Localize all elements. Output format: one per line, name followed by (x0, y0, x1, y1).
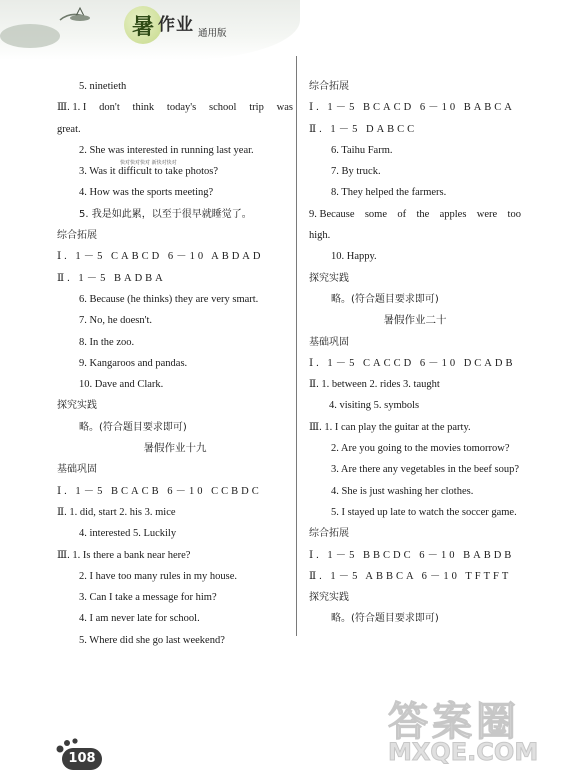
lotus-leaf-icon (0, 6, 120, 56)
watermark (388, 690, 558, 770)
section-heading: 探究实践 (57, 400, 97, 412)
answer-line: Ⅲ. 1. I can play the guitar at the party. (309, 421, 471, 433)
answer-line (57, 97, 293, 118)
answer-line: 2. Are you going to the movies tomorrow? (331, 443, 510, 455)
answer-line: 4. She is just washing her clothes. (331, 485, 474, 497)
section-heading: 综合拓展 (309, 528, 349, 540)
answer-line: 略。(符合题目要求即可) (331, 613, 439, 625)
section-heading: 探究实践 (309, 592, 349, 604)
answer-word: 9. Because (309, 208, 355, 220)
answer-word: trip (249, 102, 264, 114)
answer-line: 10. Dave and Clark. (79, 379, 164, 391)
answer-word: don't (99, 102, 120, 114)
logo-badge (124, 6, 162, 44)
answer-word: Ⅲ. 1. I (57, 102, 87, 114)
answer-line: 3. Are there any vegetables in the beef soup? (331, 464, 520, 476)
answer-word: the (416, 208, 430, 220)
answer-line: Ⅱ. 1. between 2. rides 3. taught (309, 379, 440, 391)
answer-line: 5. ninetieth (79, 81, 127, 92)
answer-line: 4. visiting 5. symbols (329, 400, 420, 412)
answer-key-line: Ⅰ. 1－5 CACCD 6－10 DCADB (309, 357, 516, 369)
answer-line: 8. They helped the farmers. (331, 187, 447, 199)
answer-key-line: Ⅱ. 1－5 BADBA (57, 272, 166, 284)
answer-word: of (397, 208, 407, 220)
answer-line: 略。(符合题目要求即可) (331, 293, 439, 305)
answer-line: 2. She was interested in running last year. (79, 144, 254, 156)
answer-key-line: Ⅱ. 1－5 DABCC (309, 123, 418, 135)
answer-word: think (132, 102, 155, 114)
column-divider (296, 56, 297, 636)
answer-line: Ⅱ. 1. did, start 2. his 3. mice (57, 506, 176, 518)
answer-line: high. (309, 230, 331, 242)
page-number-badge (56, 738, 102, 770)
answer-line: 10. Happy. (331, 251, 377, 263)
answer-word: was (276, 102, 293, 114)
watermark-url: MXQE.COM (388, 738, 539, 766)
answer-key-line: Ⅰ. 1－5 BCACD 6－10 BABCA (309, 102, 515, 114)
section-heading: 综合拓展 (57, 230, 97, 242)
handwritten-note: 快对快对快对 新快对快对 (120, 160, 177, 166)
logo-title: 作业 (158, 15, 194, 35)
answer-line: 7. No, he doesn't. (79, 315, 153, 327)
right-column (309, 76, 521, 630)
section-heading: 基础巩固 (57, 464, 97, 476)
answer-line: 4. How was the sports meeting? (79, 187, 214, 199)
answer-line: 6. Taihu Farm. (331, 144, 393, 156)
edition-label: 通用版 (198, 28, 227, 39)
answer-line: 略。(符合题目要求即可) (79, 421, 187, 433)
watermark-logo: 答案圈 (388, 699, 520, 745)
answer-line: 3. Was it difficult to take photos? (79, 166, 219, 178)
answer-key-line: Ⅱ. 1－5 ABBCA 6－10 TFTFT (309, 570, 512, 582)
answer-line: 3. Can I take a message for him? (79, 592, 217, 604)
assignment-title: 暑假作业十九 (143, 442, 207, 455)
answer-key-line: Ⅰ. 1－5 BBCDC 6－10 BABDB (309, 549, 515, 561)
answer-word: were (476, 208, 498, 220)
answer-word: today's (166, 102, 197, 114)
answer-word: apples (439, 208, 467, 220)
answer-word: some (364, 208, 387, 220)
section-heading: 探究实践 (309, 272, 349, 284)
answer-key-line: Ⅰ. 1－5 BCACB 6－10 CCBDC (57, 485, 262, 497)
section-heading: 基础巩固 (309, 336, 349, 348)
logo-char: 暑 (131, 13, 154, 40)
answer-line: 2. I have too many rules in my house. (79, 570, 238, 582)
answer-line: great. (57, 123, 81, 135)
answer-line: Ⅲ. 1. Is there a bank near here? (57, 549, 191, 561)
section-heading: 综合拓展 (309, 81, 349, 92)
answer-line: 4. I am never late for school. (79, 613, 200, 625)
answer-line (309, 204, 521, 225)
answer-line: 9. Kangaroos and pandas. (79, 357, 188, 369)
answer-word: too (507, 208, 521, 220)
answer-key-line: Ⅰ. 1－5 CABCD 6－10 ABDAD (57, 251, 264, 263)
assignment-title: 暑假作业二十 (383, 314, 447, 327)
answer-line: 6. Because (he thinks) they are very smart. (79, 293, 259, 305)
answer-line: 5. Where did she go last weekend? (79, 634, 225, 646)
answer-line: 5. I stayed up late to watch the soccer game. (331, 506, 517, 518)
answer-line: 7. By truck. (331, 166, 381, 178)
answer-line: 5. 我是如此累，以至于很早就睡觉了。 (79, 208, 252, 220)
answer-line: 8. In the zoo. (79, 336, 135, 348)
page-number: 108 (62, 748, 102, 770)
answer-line: 4. interested 5. Luckily (79, 528, 177, 540)
page-header (0, 0, 565, 62)
answer-word: school (209, 102, 237, 114)
